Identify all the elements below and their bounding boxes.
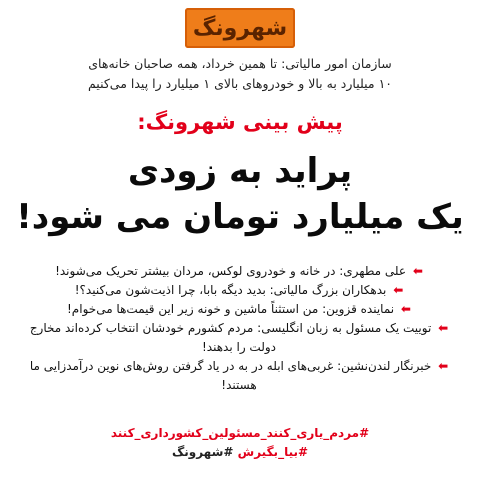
list-item: [28, 300, 450, 319]
list-item: [28, 281, 450, 300]
headline: [8, 148, 472, 240]
list-item-text: علی مطهری: در خانه و خودروی لوکس، مردان بیشتر تحریک می‌شوند!: [55, 264, 407, 278]
list-item-text: بدهکاران بزرگ مالیاتی: بدید دیگه بابا، چرا اذیت‌شون می‌کنید؟!: [74, 283, 387, 297]
lead-line-1: سازمان امور مالیاتی: تا همین خرداد، همه صاحبان خانه‌های: [88, 56, 392, 71]
list-item-text: توییت یک مسئول به زبان انگلیسی: مردم کشورم خودشان انتخاب کرده‌اند مخارج دولت را بدهند!: [29, 321, 432, 354]
headline-line-2: یک میلیارد تومان می شود!: [16, 197, 464, 237]
arrow-left-icon: ⬅: [393, 283, 404, 297]
hashtags: [20, 424, 460, 462]
list-item: [28, 262, 450, 281]
kicker-title: پیش بینی شهرونگ:: [137, 110, 343, 134]
headline-line-1: پراید به زودی: [127, 151, 353, 191]
list-item-text: خبرنگار لندن‌نشین: غربی‌های ابله در به در یاد گرفتن روش‌های نوین درآمدزایی ما هستند!: [29, 359, 432, 392]
hashtag-line-1[interactable]: #مردم_یاری_کنند_مسئولین_کشورداری_کنند: [110, 426, 370, 440]
logo-text: شهرونگ: [192, 15, 288, 41]
list-item: [28, 319, 450, 357]
lead-paragraph: [30, 54, 450, 94]
shahrvang-logo: [185, 8, 295, 48]
hashtag-shahrvang[interactable]: #شهرونگ: [171, 445, 234, 459]
quote-list: [28, 262, 450, 395]
arrow-left-icon: ⬅: [438, 321, 449, 335]
arrow-left-icon: ⬅: [400, 302, 411, 316]
arrow-left-icon: ⬅: [438, 359, 449, 373]
list-item: [28, 357, 450, 395]
arrow-left-icon: ⬅: [412, 264, 423, 278]
hashtag-line-2: [20, 443, 460, 462]
lead-line-2: ۱۰ میلیارد به بالا و خودروهای بالای ۱ میلیارد را پیدا می‌کنیم: [87, 76, 392, 91]
list-item-text: نماینده قزوین: من استثناً ماشین و خونه زیر این قیمت‌ها می‌خوام!: [67, 302, 395, 316]
hashtag-bia-begiresh[interactable]: #بیا_بگیرش: [237, 445, 309, 459]
